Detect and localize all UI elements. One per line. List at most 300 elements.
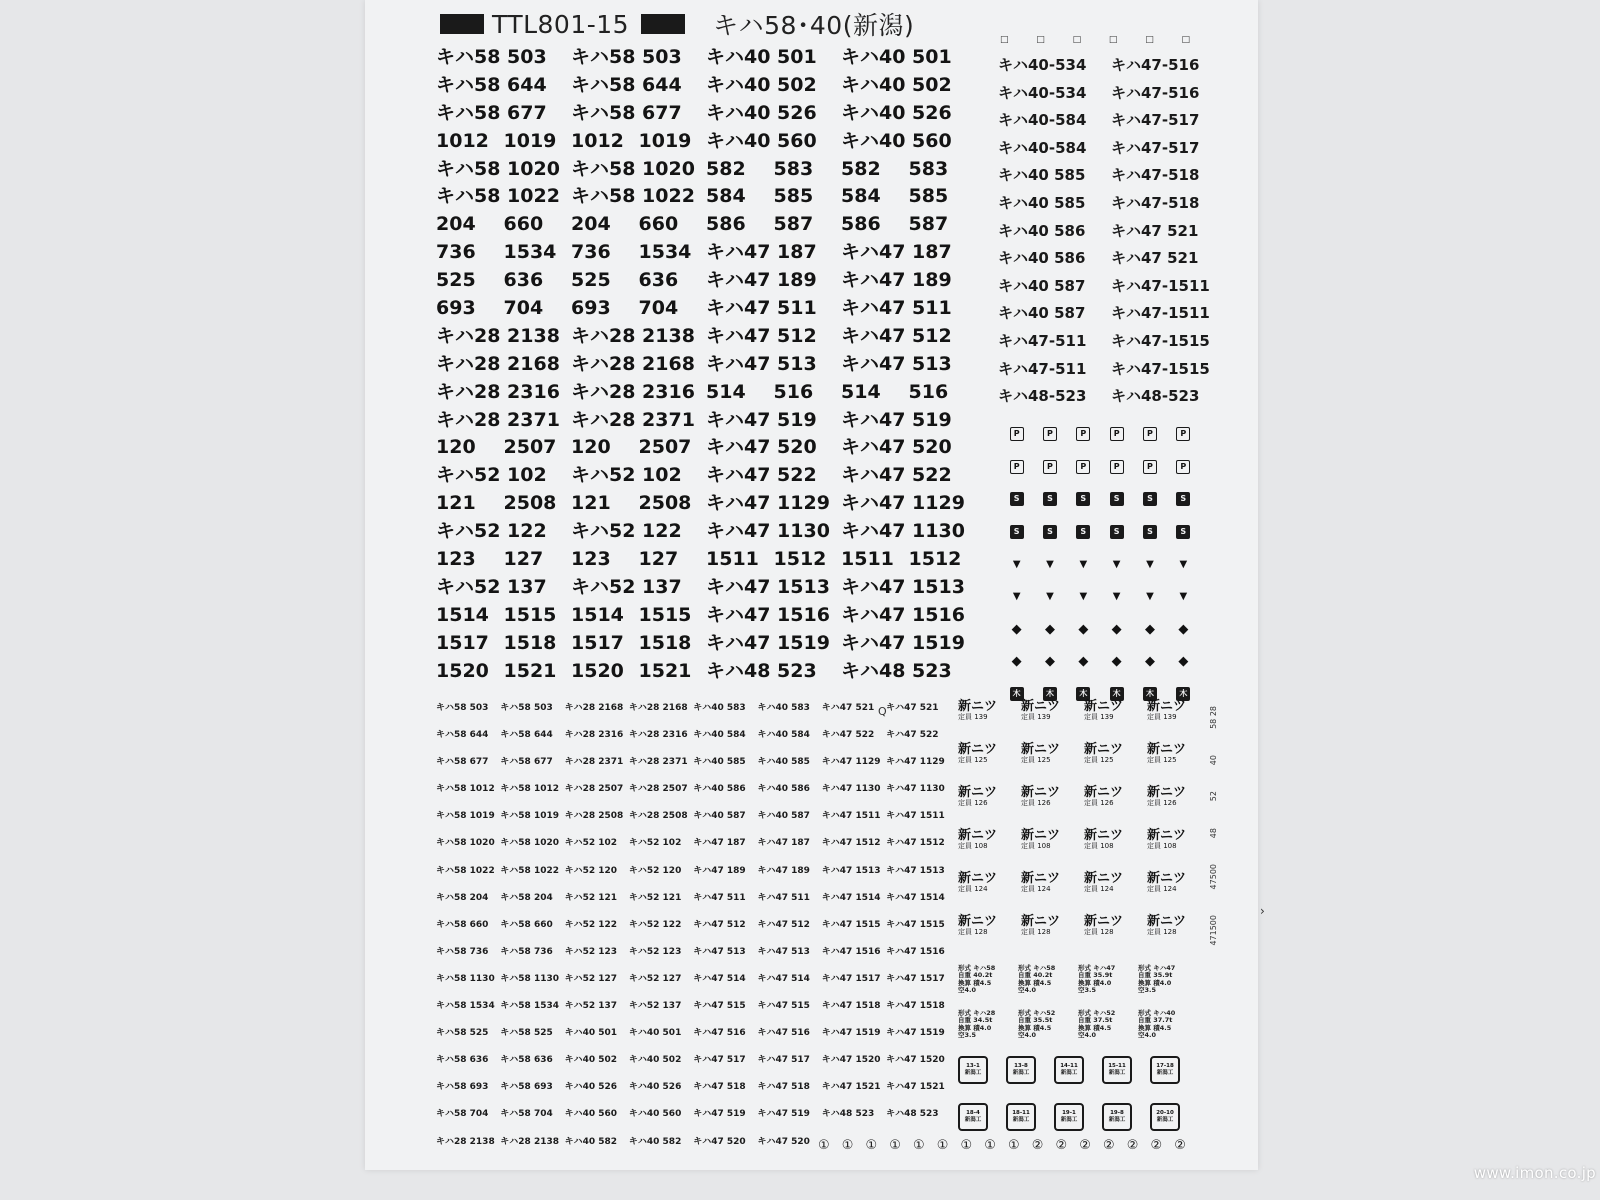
symbol-cell (1133, 483, 1166, 516)
small-number-label: キハ47 514 (757, 973, 810, 984)
small-number-label: キハ58 1019 (436, 811, 495, 822)
symbol-cell (1033, 646, 1066, 679)
large-number-label: 123 (436, 548, 476, 571)
large-number-label: キハ28 2138 (436, 324, 560, 347)
symbol-cell (1133, 646, 1166, 679)
inspection-date: 17-18 (1156, 1063, 1174, 1070)
large-number-label: キハ28 2371 (436, 408, 560, 431)
depot-plate-capacity: 定員 128 (958, 927, 988, 936)
small-number-label: キハ40 582 (628, 1136, 682, 1147)
small-number-label: キハ48 523 (821, 1109, 875, 1120)
symbol-cell (1167, 483, 1200, 516)
large-number-label: 693 (571, 297, 611, 320)
inspection-box (1102, 1056, 1132, 1084)
register-tick: □ (1108, 35, 1118, 45)
spec-plate (1138, 965, 1198, 1010)
small-number-label: キハ47 518 (757, 1082, 810, 1093)
depot-plate (1021, 872, 1084, 915)
small-number-label: キハ47 521 (886, 703, 939, 713)
triangle-icon: ▼ (1046, 558, 1054, 570)
side-number-label: キハ40 587 (998, 304, 1086, 323)
large-number-label: キハ47 1516 (841, 603, 965, 626)
circle-number: ① (889, 1138, 901, 1153)
large-number-label: 1512 (908, 548, 962, 571)
large-number-label: 1534 (638, 241, 692, 264)
spec-line: 形式 キハ58 (958, 964, 996, 972)
small-number-label: キハ58 204 (436, 892, 489, 903)
spec-plate (1078, 1010, 1138, 1055)
p-mark-icon: P (1110, 427, 1124, 441)
side-number-label: キハ47-1515 (1111, 331, 1210, 350)
depot-plate-top: 新ニツ (1147, 914, 1187, 929)
spec-line: 自重 37.5t (1078, 1016, 1113, 1025)
small-number-label: キハ58 644 (436, 730, 489, 741)
symbol-cell (1000, 548, 1033, 581)
spec-line: 空3.5 (1138, 986, 1157, 995)
large-number-label: キハ28 2168 (571, 352, 695, 375)
large-number-label: キハ47 1516 (706, 603, 830, 626)
small-number-label: キハ52 121 (628, 892, 682, 903)
large-number-label: キハ47 511 (706, 297, 817, 320)
symbol-cell (1000, 581, 1033, 614)
small-number-label: キハ40 587 (693, 811, 746, 822)
large-number-label: キハ28 2371 (571, 408, 695, 431)
small-number-label: キハ58 1012 (500, 784, 560, 795)
small-number-label: キハ40 585 (693, 757, 746, 768)
inspection-box (1150, 1056, 1180, 1084)
small-number-label: キハ47 1514 (886, 892, 945, 903)
spec-line: 換算 積4.0 (1078, 978, 1112, 987)
symbol-cell (1067, 613, 1100, 646)
small-number-label: キハ58 704 (500, 1109, 553, 1120)
large-number-label: 1521 (638, 659, 692, 682)
small-number-label: キハ52 102 (564, 838, 618, 849)
small-number-label: キハ40 586 (693, 784, 746, 795)
register-tick: □ (1181, 35, 1190, 45)
circle-number: ① (913, 1138, 925, 1153)
inspection-box (1006, 1103, 1036, 1131)
spec-line: 形式 キハ28 (958, 1009, 996, 1017)
small-number-label: キハ47 516 (693, 1028, 746, 1039)
small-number-block (436, 695, 956, 1156)
spec-line: 換算 積4.0 (1138, 978, 1172, 987)
triangle-icon: ▼ (1079, 558, 1088, 570)
large-number-label: 736 (571, 241, 611, 264)
small-number-label: キハ47 1512 (821, 838, 881, 849)
circle-number: ① (818, 1138, 830, 1153)
depot-plate (1084, 829, 1147, 872)
large-number-label: キハ52 102 (571, 464, 682, 487)
depot-plate-capacity: 定員 124 (958, 884, 988, 893)
vertical-label: 48 (1209, 827, 1218, 838)
small-number-label: キハ47 1512 (886, 838, 945, 849)
s-mark-icon: S (1176, 525, 1190, 539)
side-number-label: キハ48-523 (998, 387, 1087, 406)
side-number-block (998, 52, 1220, 411)
spec-line: 自重 37.7t (1138, 1016, 1173, 1025)
small-number-label: キハ40 502 (564, 1055, 618, 1066)
symbol-cell (1000, 646, 1033, 679)
large-number-label: 1534 (503, 241, 557, 264)
depot-plate-capacity: 定員 124 (1021, 884, 1051, 893)
small-number-label: キハ52 122 (628, 919, 682, 930)
depot-plate-capacity: 定員 139 (958, 712, 988, 721)
depot-plate-top: 新ニツ (1021, 699, 1061, 714)
small-number-label: キハ40 585 (757, 757, 810, 768)
large-number-label: 1514 (436, 603, 489, 626)
inspection-shop: 新潟工 (1108, 1070, 1126, 1076)
triangle-icon: ▼ (1012, 558, 1021, 570)
depot-plate-capacity: 定員 125 (958, 755, 988, 764)
spec-plate (958, 1010, 1018, 1055)
depot-plate-capacity: 定員 108 (958, 841, 988, 850)
arrow-mark: › (1260, 904, 1265, 918)
small-number-label: キハ28 2168 (564, 703, 624, 713)
side-number-label: キハ47-511 (998, 331, 1087, 350)
large-number-label: キハ40 502 (841, 73, 952, 96)
depot-plate-top: 新ニツ (958, 699, 998, 714)
p-mark-icon: P (1043, 460, 1057, 474)
small-number-label: キハ47 1129 (821, 757, 881, 768)
depot-plate-block (958, 700, 1210, 958)
inspection-shop: 新潟工 (1156, 1117, 1174, 1123)
circle-number: ② (1031, 1138, 1044, 1153)
small-number-label: キハ47 1520 (886, 1055, 945, 1066)
small-number-label: キハ58 736 (500, 946, 553, 957)
small-number-label: キハ47 519 (693, 1109, 746, 1120)
inspection-shop: 新潟工 (1060, 1117, 1078, 1123)
depot-plate-capacity: 定員 139 (1084, 712, 1114, 721)
side-number-label: キハ47-517 (1111, 111, 1200, 130)
wood-mark-icon: 木 (1143, 687, 1157, 701)
depot-plate (1147, 915, 1210, 958)
small-number-label: キハ58 525 (500, 1028, 553, 1039)
large-number-label: 1520 (436, 659, 489, 682)
small-number-label: キハ58 677 (500, 757, 553, 768)
small-number-label: キハ47 1130 (886, 784, 945, 795)
depot-plate (1084, 743, 1147, 786)
depot-plate (1084, 700, 1147, 743)
symbol-cell (1033, 548, 1066, 581)
large-number-label: キハ47 512 (841, 324, 952, 347)
diamond-icon: ◆ (1078, 654, 1089, 670)
large-number-label: 1511 (706, 548, 759, 571)
small-number-label: キハ28 2507 (628, 784, 688, 795)
side-number-label: キハ47-1511 (1111, 304, 1210, 323)
triangle-icon: ▼ (1179, 558, 1188, 570)
large-number-label: キハ47 522 (841, 464, 952, 487)
symbol-cell (1133, 516, 1166, 549)
small-number-label: キハ47 1516 (886, 946, 945, 957)
symbol-cell (1100, 548, 1133, 581)
small-number-label: キハ28 2508 (564, 811, 624, 822)
small-number-label: キハ47 519 (757, 1109, 810, 1120)
small-number-label: キハ47 515 (693, 1001, 746, 1012)
vertical-label: 52 (1209, 791, 1218, 802)
spec-line: 換算 積4.0 (958, 1023, 992, 1032)
large-number-label: 204 (436, 213, 476, 236)
small-number-label: キハ40 586 (757, 784, 810, 795)
side-number-label: キハ40 587 (998, 276, 1086, 295)
p-mark-icon: P (1176, 460, 1190, 474)
side-number-label: キハ48-523 (1111, 387, 1200, 406)
large-number-label: 1012 (436, 129, 489, 152)
symbol-cell (1167, 613, 1200, 646)
large-number-label: キハ48 523 (841, 659, 952, 682)
s-mark-icon: S (1143, 525, 1157, 539)
watermark: www.imon.co.jp (1473, 1164, 1596, 1182)
triangle-icon: ▼ (1112, 591, 1121, 603)
vertical-label: 58 28 (1209, 706, 1218, 729)
large-number-label: 1511 (841, 548, 894, 571)
small-number-label: キハ40 583 (693, 703, 746, 713)
large-number-label: 583 (773, 157, 814, 180)
inspection-date: 18-4 (966, 1110, 980, 1117)
large-number-label: 2507 (503, 436, 557, 459)
small-number-label: キハ58 1019 (500, 811, 560, 822)
small-number-label: キハ47 1130 (821, 784, 881, 795)
symbol-cell (1033, 613, 1066, 646)
large-number-label: キハ47 187 (706, 241, 817, 264)
symbol-cell (1033, 451, 1066, 484)
small-number-label: キハ40 502 (628, 1055, 682, 1066)
small-number-label: キハ58 704 (436, 1109, 489, 1120)
wood-mark-icon: 木 (1076, 687, 1090, 701)
small-number-label: キハ40 560 (628, 1109, 682, 1120)
small-number-label: キハ47 513 (693, 946, 746, 957)
large-number-label: キハ58 1022 (436, 185, 560, 208)
large-number-label: キハ47 520 (706, 436, 817, 459)
large-number-label: 120 (571, 436, 611, 459)
diamond-icon: ◆ (1178, 621, 1189, 637)
depot-plate-capacity: 定員 139 (1147, 712, 1177, 721)
symbol-cell (1067, 516, 1100, 549)
depot-plate (1021, 786, 1084, 829)
large-number-label: キハ40 560 (706, 129, 817, 152)
small-number-label: キハ52 102 (628, 838, 682, 849)
large-number-label: 1012 (571, 129, 624, 152)
large-number-label: キハ40 526 (841, 101, 952, 124)
spec-line: 自重 40.2t (1018, 971, 1053, 980)
inspection-box (1102, 1103, 1132, 1131)
large-number-label: 704 (638, 297, 679, 320)
symbol-cell (1167, 646, 1200, 679)
sheet-header (440, 6, 926, 42)
small-number-label: キハ58 636 (436, 1055, 489, 1066)
small-number-label: キハ47 1513 (821, 865, 881, 876)
small-number-label: キハ52 120 (564, 865, 618, 876)
large-number-label: キハ58 503 (436, 46, 547, 68)
diamond-icon: ◆ (1111, 621, 1122, 637)
depot-plate-capacity: 定員 124 (1147, 884, 1177, 893)
small-number-label: キハ47 522 (821, 730, 875, 741)
inspection-shop: 新潟工 (1060, 1070, 1078, 1076)
product-title: キハ58･40(新潟) (713, 11, 915, 40)
wood-mark-icon: 木 (1110, 687, 1124, 701)
small-number-label: キハ47 517 (693, 1055, 746, 1066)
small-number-label: キハ58 644 (500, 730, 553, 741)
large-number-label: キハ58 644 (571, 73, 682, 96)
s-mark-icon: S (1043, 492, 1057, 506)
large-number-label: キハ52 122 (571, 520, 682, 543)
large-number-label: 1019 (638, 129, 692, 152)
small-number-label: キハ47 187 (693, 838, 746, 849)
spec-plate (1018, 965, 1078, 1010)
side-number-label: キハ40 585 (998, 166, 1086, 185)
s-mark-icon: S (1043, 525, 1057, 539)
wood-mark-icon: 木 (1010, 687, 1024, 701)
small-number-label: キハ28 2316 (628, 730, 688, 741)
small-number-label: キハ40 560 (564, 1109, 618, 1120)
large-number-label: キハ58 503 (571, 46, 682, 68)
symbol-block (1000, 418, 1200, 711)
small-number-label: キハ47 516 (757, 1028, 810, 1039)
depot-plate-capacity: 定員 125 (1147, 755, 1177, 764)
large-number-label: キハ47 1129 (706, 492, 830, 515)
symbol-cell (1167, 548, 1200, 581)
large-number-label: 584 (841, 185, 881, 208)
symbol-cell (1167, 418, 1200, 451)
large-number-label: 1518 (503, 631, 557, 654)
spec-line: 換算 積4.5 (958, 978, 992, 987)
depot-plate-capacity: 定員 125 (1021, 755, 1051, 764)
side-number-label: キハ47-1515 (1111, 359, 1210, 378)
large-number-label: キハ47 519 (841, 408, 952, 431)
large-number-label: キハ47 522 (706, 464, 817, 487)
symbol-cell (1167, 581, 1200, 614)
symbol-cell (1100, 646, 1133, 679)
small-number-label: キハ47 511 (693, 892, 746, 903)
large-number-label: 1517 (571, 631, 624, 654)
large-number-label: キハ58 1022 (571, 185, 695, 208)
spec-line: 空3.5 (1078, 986, 1097, 995)
inspection-date: 19-1 (1062, 1110, 1076, 1117)
large-number-label: キハ52 137 (436, 575, 547, 598)
inspection-date: 14-11 (1060, 1063, 1078, 1070)
side-number-label: キハ40-534 (998, 83, 1087, 102)
small-number-label: キハ52 127 (564, 973, 618, 984)
small-number-label: キハ40 584 (757, 730, 810, 741)
large-number-label: 525 (436, 269, 476, 292)
large-number-label: 693 (436, 297, 476, 320)
side-number-label: キハ47-517 (1111, 138, 1200, 157)
inspection-date: 13-8 (1014, 1063, 1028, 1070)
spec-line: 形式 キハ47 (1138, 964, 1176, 972)
small-number-label: キハ58 1012 (436, 784, 495, 795)
product-code: TTL801-15 (492, 9, 630, 39)
spec-line: 換算 積4.5 (1078, 1023, 1112, 1032)
symbol-cell (1033, 516, 1066, 549)
large-number-label: 127 (638, 548, 679, 571)
depot-plate (1147, 700, 1210, 743)
small-number-label: キハ47 1521 (821, 1082, 881, 1093)
large-number-label: キハ58 1020 (436, 157, 560, 180)
large-number-label: キハ48 523 (706, 659, 817, 682)
inspection-box (1054, 1056, 1084, 1084)
small-number-label: キハ47 521 (821, 703, 875, 713)
depot-plate-top: 新ニツ (958, 871, 998, 886)
small-number-label: キハ58 736 (436, 946, 489, 957)
side-number-label: キハ40-584 (998, 111, 1087, 130)
inspection-shop: 新潟工 (1012, 1070, 1030, 1076)
p-mark-icon: P (1010, 460, 1024, 474)
depot-plate-capacity: 定員 124 (1084, 884, 1114, 893)
depot-plate (1147, 786, 1210, 829)
inspection-date: 20-10 (1156, 1110, 1174, 1117)
symbol-cell (1067, 581, 1100, 614)
circle-number: ① (960, 1138, 973, 1153)
small-number-label: キハ52 123 (564, 946, 618, 957)
diamond-icon: ◆ (1144, 621, 1155, 637)
vertical-label: 40 (1209, 755, 1218, 766)
large-number-label: キハ47 511 (841, 297, 952, 320)
depot-plate-capacity: 定員 126 (1084, 798, 1114, 807)
small-number-label: キハ47 1511 (821, 811, 881, 822)
symbol-cell (1067, 418, 1100, 451)
depot-plate (958, 786, 1021, 829)
inspection-shop: 新潟工 (1156, 1070, 1174, 1076)
depot-plate (1021, 829, 1084, 872)
depot-plate (1021, 700, 1084, 743)
side-number-label: キハ40 585 (998, 193, 1086, 212)
circle-number: ② (1055, 1138, 1068, 1153)
spec-line: 空4.0 (1078, 1031, 1097, 1040)
header-bar-right (641, 14, 685, 34)
depot-plate (958, 829, 1021, 872)
circle-number: ① (841, 1138, 854, 1153)
small-number-label: キハ28 2138 (436, 1136, 495, 1147)
depot-plate (1147, 872, 1210, 915)
large-number-label: キハ52 102 (436, 464, 547, 487)
large-number-label: キハ47 189 (706, 269, 817, 292)
header-bar-left (440, 14, 484, 34)
symbol-cell (1000, 613, 1033, 646)
small-number-label: キハ58 636 (500, 1055, 553, 1066)
side-number-label: キハ47-1511 (1111, 276, 1210, 295)
large-number-label: 2507 (638, 436, 692, 459)
large-number-label: キハ52 122 (436, 520, 547, 543)
symbol-cell (1067, 451, 1100, 484)
symbol-cell (1000, 483, 1033, 516)
small-number-label: キハ47 1129 (886, 757, 945, 768)
spec-line: 空4.0 (958, 986, 977, 995)
triangle-icon: ▼ (1112, 558, 1121, 570)
small-number-label: キハ47 189 (693, 865, 746, 876)
depot-plate (958, 700, 1021, 743)
small-number-label: キハ52 123 (628, 946, 682, 957)
circle-number: ① (865, 1138, 878, 1153)
symbol-cell (1033, 483, 1066, 516)
symbol-cell (1100, 418, 1133, 451)
spec-line: 自重 35.5t (1018, 1016, 1053, 1025)
diamond-icon: ◆ (1111, 654, 1122, 670)
depot-plate-top: 新ニツ (1084, 914, 1124, 929)
small-number-label: キハ58 204 (500, 892, 553, 903)
spec-line: 空3.5 (958, 1031, 977, 1040)
triangle-icon: ▼ (1146, 591, 1154, 603)
inspection-box (958, 1103, 988, 1131)
inspection-box (1150, 1103, 1180, 1131)
vertical-series-labels (1209, 706, 1218, 946)
depot-plate (1021, 743, 1084, 786)
depot-plate-capacity: 定員 126 (958, 798, 988, 807)
side-number-label: キハ47-511 (998, 359, 1087, 378)
symbol-cell (1000, 418, 1033, 451)
register-tick: □ (1036, 35, 1045, 45)
large-number-label: 123 (571, 548, 611, 571)
large-number-label: キハ47 1519 (706, 631, 830, 654)
small-number-label: キハ28 2371 (564, 757, 624, 768)
